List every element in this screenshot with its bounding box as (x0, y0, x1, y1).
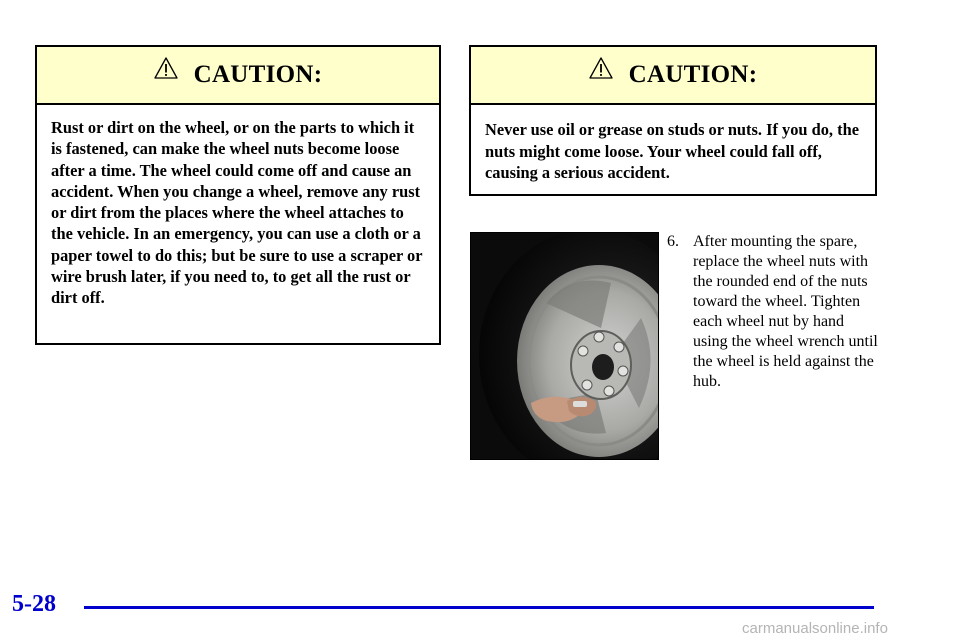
step-text: After mounting the spare, replace the wheel nuts with the rounded end of the nuts toward the wheel. Tighten each wheel nut by hand using the wheel wrench until the wheel is held against the hub. (693, 233, 878, 390)
caution-box-oil (469, 45, 877, 196)
caution-header (471, 47, 875, 105)
caution-text: Rust or dirt on the wheel, or on the parts to which it is fastened, can make the wheel nuts become loose after a time. The wheel could come off and cause an accident. When you change a wheel, remove any rust or dirt from the places where the wheel attaches to the vehicle. In an emergency, you can use a cloth or a paper towel to do this; but be sure to use a scraper or wire brush later, if you need to, to get all the rust or dirt off. (51, 118, 423, 308)
caution-title: CAUTION: (628, 61, 758, 88)
warning-triangle-icon (154, 56, 178, 80)
warning-triangle-icon (589, 56, 613, 80)
step-number: 6. (667, 233, 679, 250)
wheel-illustration (471, 233, 659, 460)
watermark: carmanualsonline.info (742, 620, 888, 637)
wheel-photo (470, 232, 659, 460)
footer-rule (84, 606, 874, 609)
caution-title: CAUTION: (193, 61, 323, 88)
caution-box-rust (35, 45, 441, 345)
page-number: 5-28 (12, 591, 56, 617)
caution-header (37, 47, 439, 105)
caution-text: Never use oil or grease on studs or nuts. If you do, the nuts might come loose. Your wheel could fall off, causing a serious accident. (485, 120, 859, 182)
instruction-step-6 (667, 232, 882, 392)
